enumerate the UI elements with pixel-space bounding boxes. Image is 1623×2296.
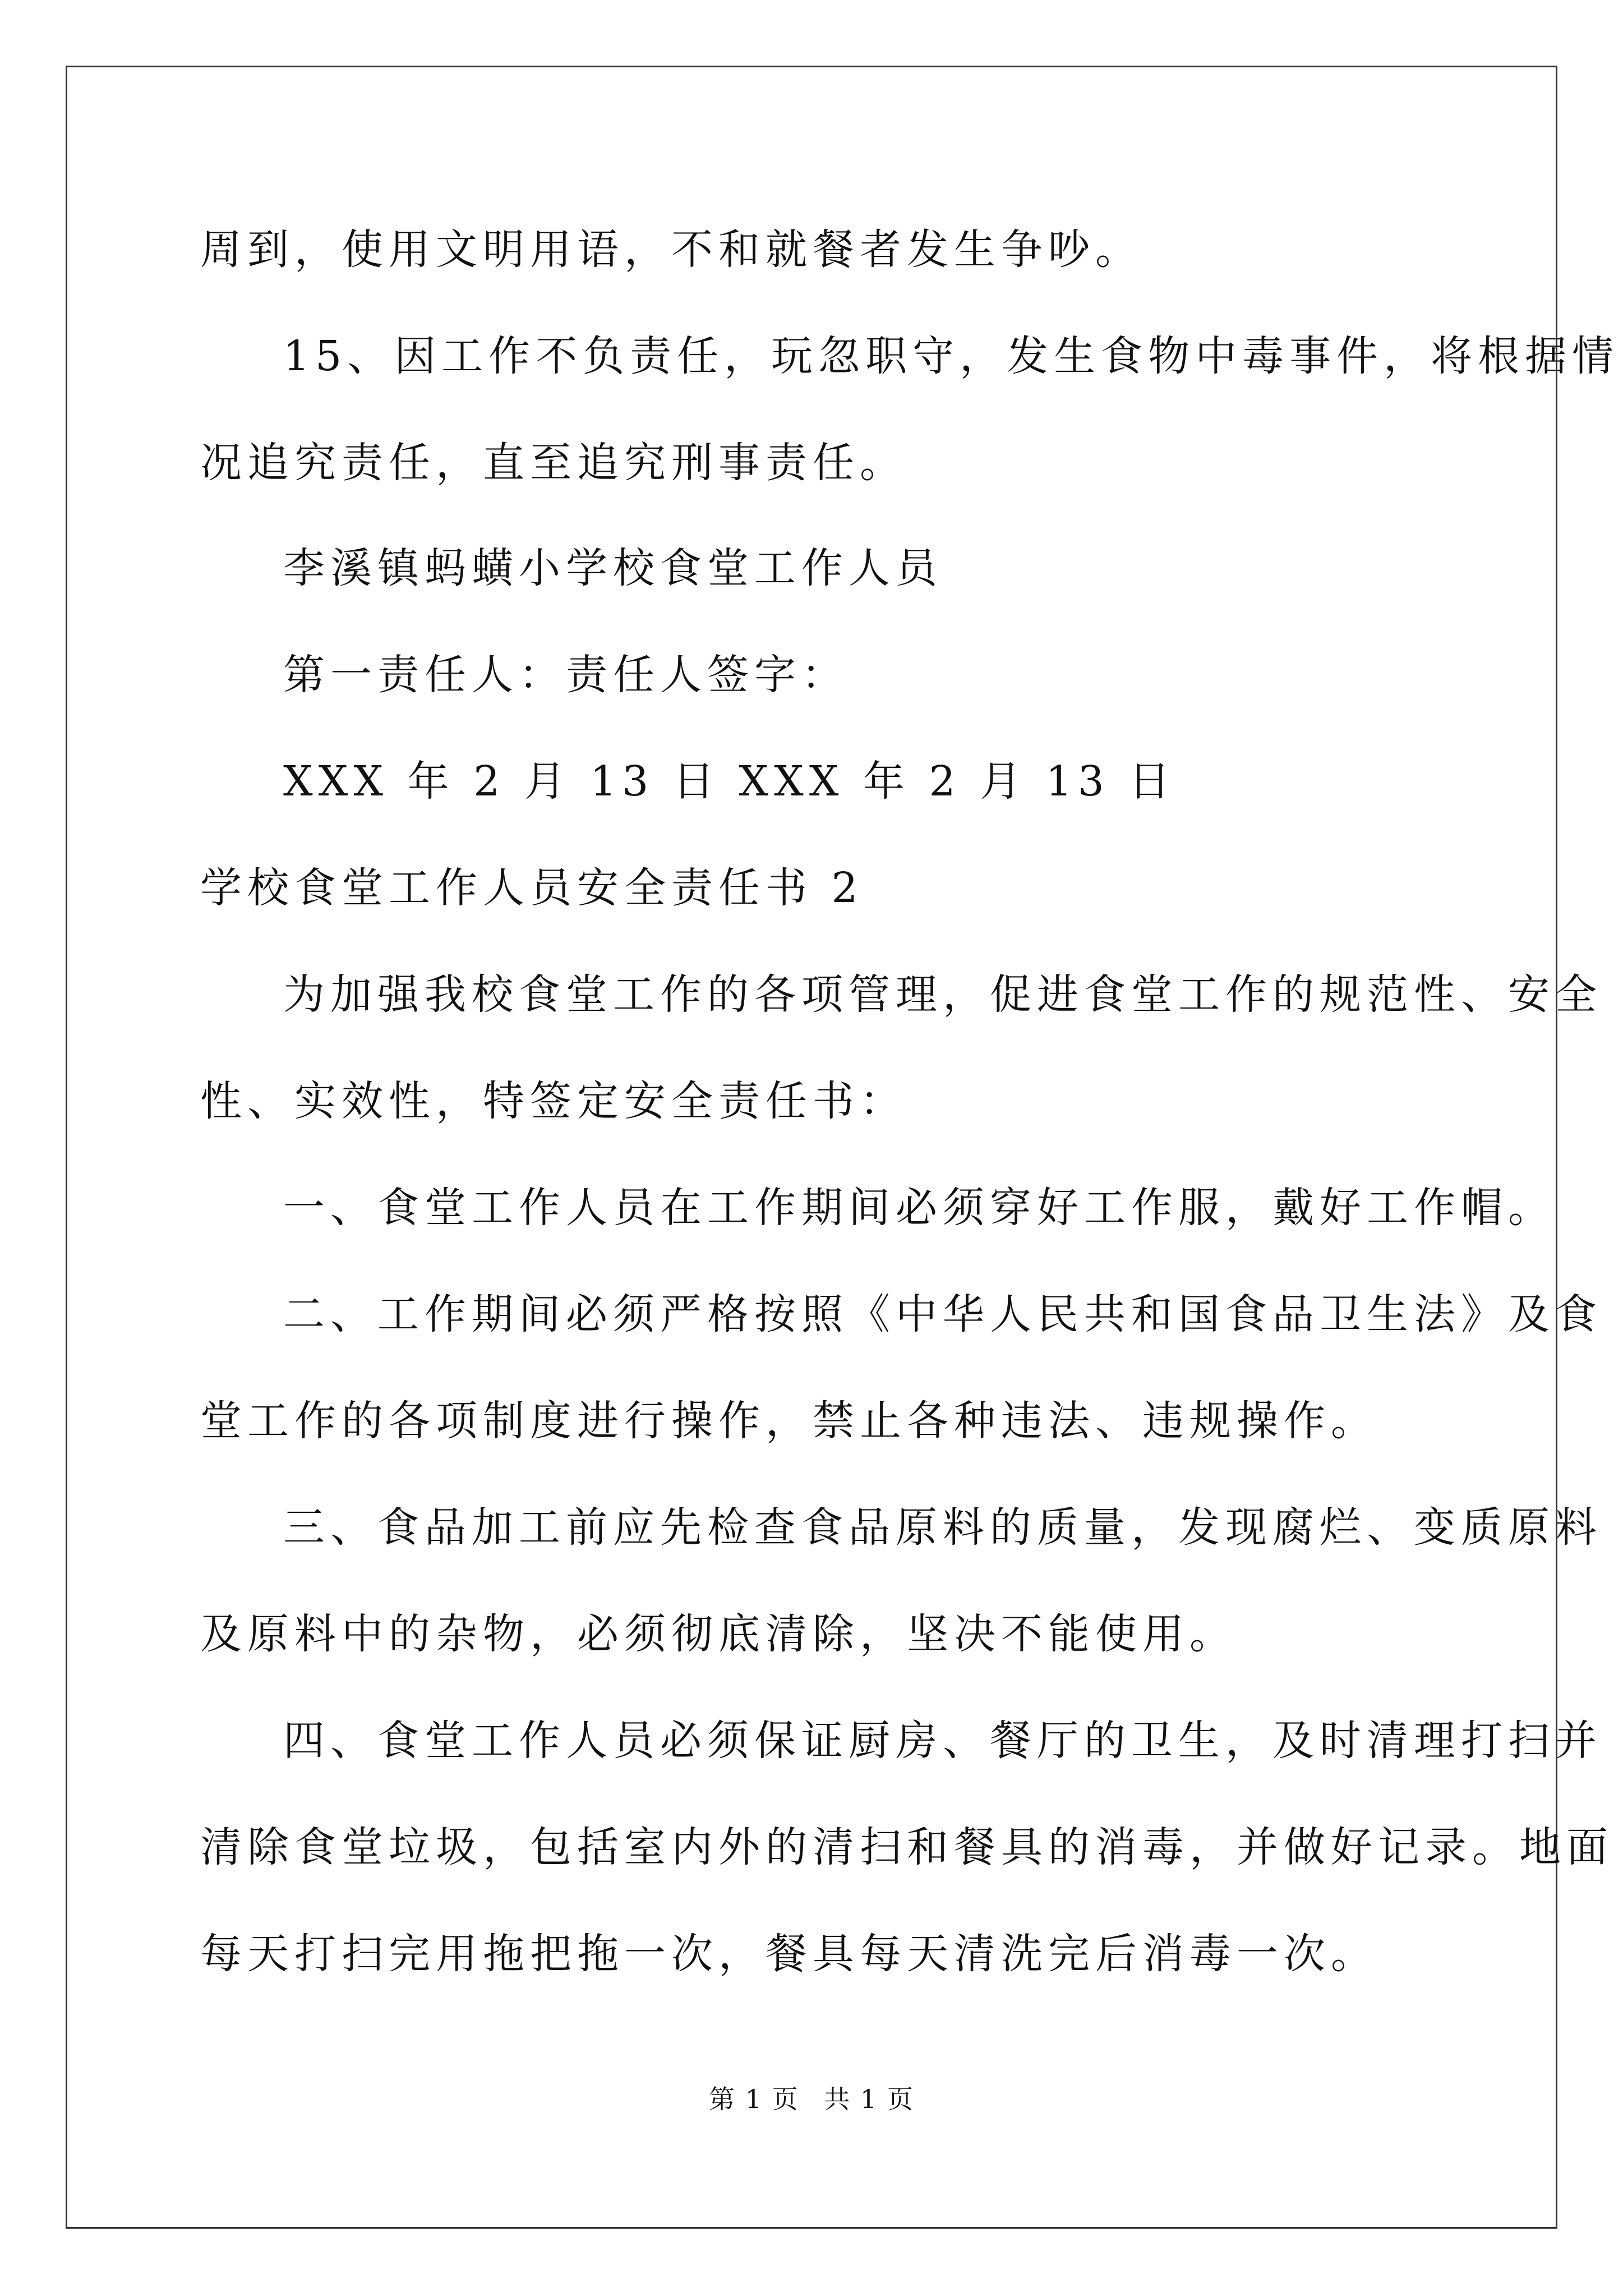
item-2-line-2: 堂工作的各项制度进行操作，禁止各种违法、违规操作。 xyxy=(200,1397,1378,1445)
item-4-line-3: 每天打扫完用拖把拖一次，餐具每天清洗完后消毒一次。 xyxy=(200,1930,1378,1978)
date-line: XXX 年 2 月 13 日 XXX 年 2 月 13 日 xyxy=(283,757,1176,806)
page-total: 共 1 页 xyxy=(824,2084,914,2114)
item-4-line-2: 清除食堂垃圾，包括室内外的清扫和餐具的消毒，并做好记录。地面 xyxy=(200,1823,1613,1871)
paragraph-15-line-2: 况追究责任，直至追究刑事责任。 xyxy=(200,439,907,487)
page-number: 第 1 页 xyxy=(709,2084,799,2114)
section-title: 学校食堂工作人员安全责任书 2 xyxy=(200,864,864,912)
text-line: 周到，使用文明用语，不和就餐者发生争吵。 xyxy=(200,226,1142,274)
item-4-line-1: 四、食堂工作人员必须保证厨房、餐厅的卫生，及时清理打扫并 xyxy=(283,1717,1602,1765)
item-3-line-2: 及原料中的杂物，必须彻底清除，坚决不能使用。 xyxy=(200,1610,1237,1658)
item-2-line-1: 二、工作期间必须严格按照《中华人民共和国食品卫生法》及食 xyxy=(283,1290,1602,1338)
item-1-line: 一、食堂工作人员在工作期间必须穿好工作服，戴好工作帽。 xyxy=(283,1184,1555,1232)
school-staff-line: 李溪镇蚂蟥小学校食堂工作人员 xyxy=(283,544,943,592)
responsible-person-line: 第一责任人：责任人签字： xyxy=(283,651,849,699)
intro-line-1: 为加强我校食堂工作的各项管理，促进食堂工作的规范性、安全 xyxy=(283,970,1602,1019)
page-border xyxy=(66,66,1557,2229)
paragraph-15-line-1: 15、因工作不负责任，玩忽职守，发生食物中毒事件，将根据情 xyxy=(283,332,1620,380)
page-footer xyxy=(0,2082,1623,2116)
intro-line-2: 性、实效性，特签定安全责任书： xyxy=(200,1077,907,1125)
item-3-line-1: 三、食品加工前应先检查食品原料的质量，发现腐烂、变质原料 xyxy=(283,1503,1602,1552)
